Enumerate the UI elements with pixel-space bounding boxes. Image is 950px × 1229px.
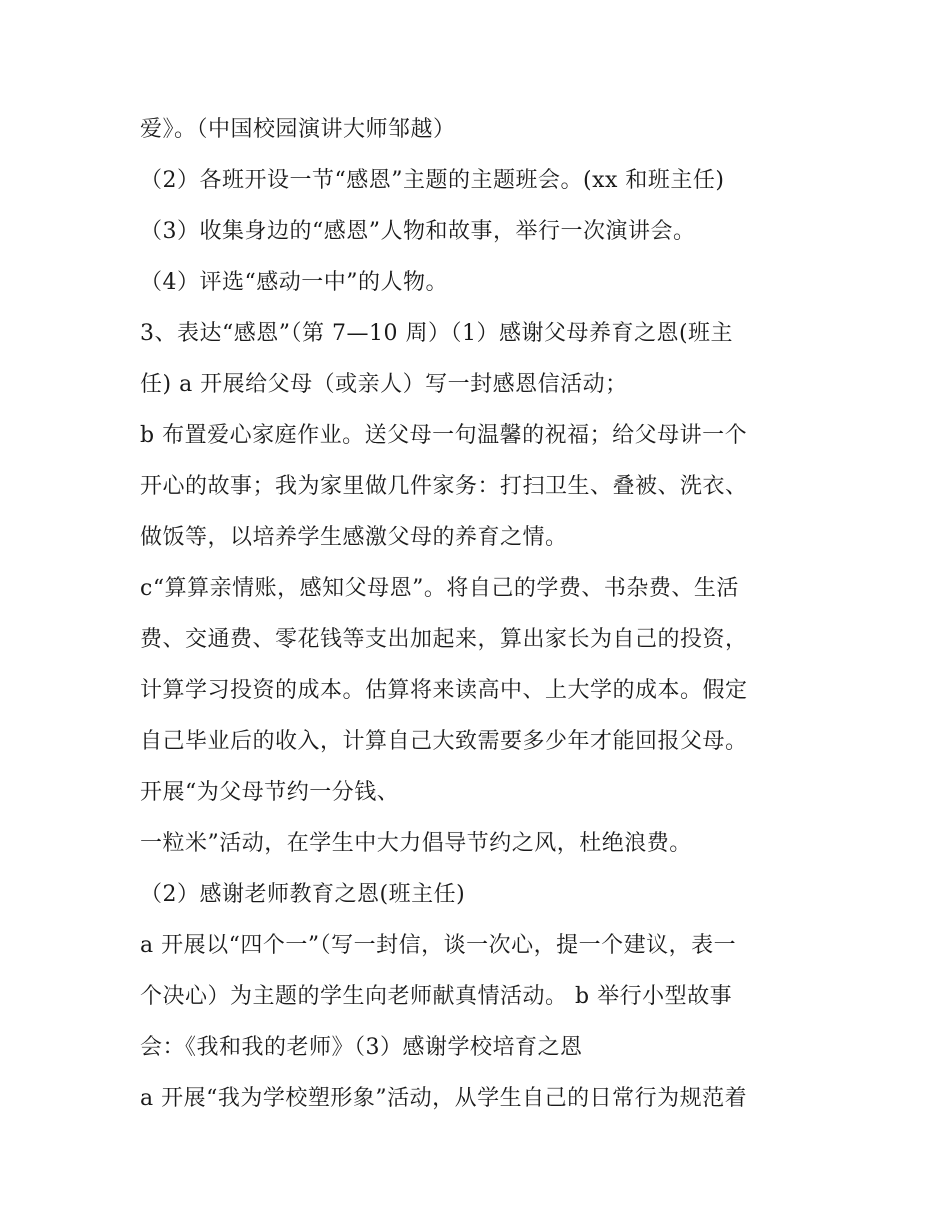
document-body bbox=[140, 108, 820, 1128]
text-line: 费、交通费、零花钱等支出加起来，算出家长为自己的投资， bbox=[140, 627, 748, 652]
text-line: 计算学习投资的成本。估算将来读高中、上大学的成本。假定 bbox=[140, 678, 748, 703]
text-line: 开心的故事；我为家里做几件家务：打扫卫生、叠被、洗衣、 bbox=[140, 474, 748, 499]
text-line: （4）评选“感动一中”的人物。 bbox=[140, 270, 448, 295]
text-line: 开展“为父母节约一分钱、 bbox=[140, 780, 400, 805]
text-line: a 开展“我为学校塑形象”活动，从学生自己的日常行为规范着 bbox=[140, 1086, 748, 1111]
text-line: 一粒米”活动，在学生中大力倡导节约之风，杜绝浪费。 bbox=[140, 831, 692, 856]
text-line: 个决心）为主题的学生向老师献真情活动。 b 举行小型故事 bbox=[140, 984, 733, 1009]
text-line: 做饭等，以培养学生感激父母的养育之情。 bbox=[140, 525, 568, 550]
text-line: 任) a 开展给父母（或亲人）写一封感恩信活动； bbox=[140, 372, 628, 397]
text-line: a 开展以“四个一”（写一封信，谈一次心，提一个建议，表一 bbox=[140, 933, 737, 958]
text-line: 自己毕业后的收入，计算自己大致需要多少年才能回报父母。 bbox=[140, 729, 748, 754]
text-line: （2）感谢老师教育之恩(班主任) bbox=[140, 882, 466, 907]
text-line: （3）收集身边的“感恩”人物和故事，举行一次演讲会。 bbox=[140, 219, 696, 244]
text-line: b 布置爱心家庭作业。送父母一句温馨的祝福；给父母讲一个 bbox=[140, 423, 748, 448]
text-line: 会：《我和我的老师》（3）感谢学校培育之恩 bbox=[140, 1035, 583, 1060]
text-line: 3、表达“感恩”（第 7—10 周）（1）感谢父母养育之恩(班主 bbox=[140, 321, 734, 346]
text-line: 爱》。（中国校园演讲大师邹越） bbox=[140, 117, 456, 142]
text-line: c“算算亲情账，感知父母恩”。将自己的学费、书杂费、生活 bbox=[140, 576, 739, 601]
text-line: （2）各班开设一节“感恩”主题的主题班会。(xx 和班主任) bbox=[140, 168, 725, 193]
